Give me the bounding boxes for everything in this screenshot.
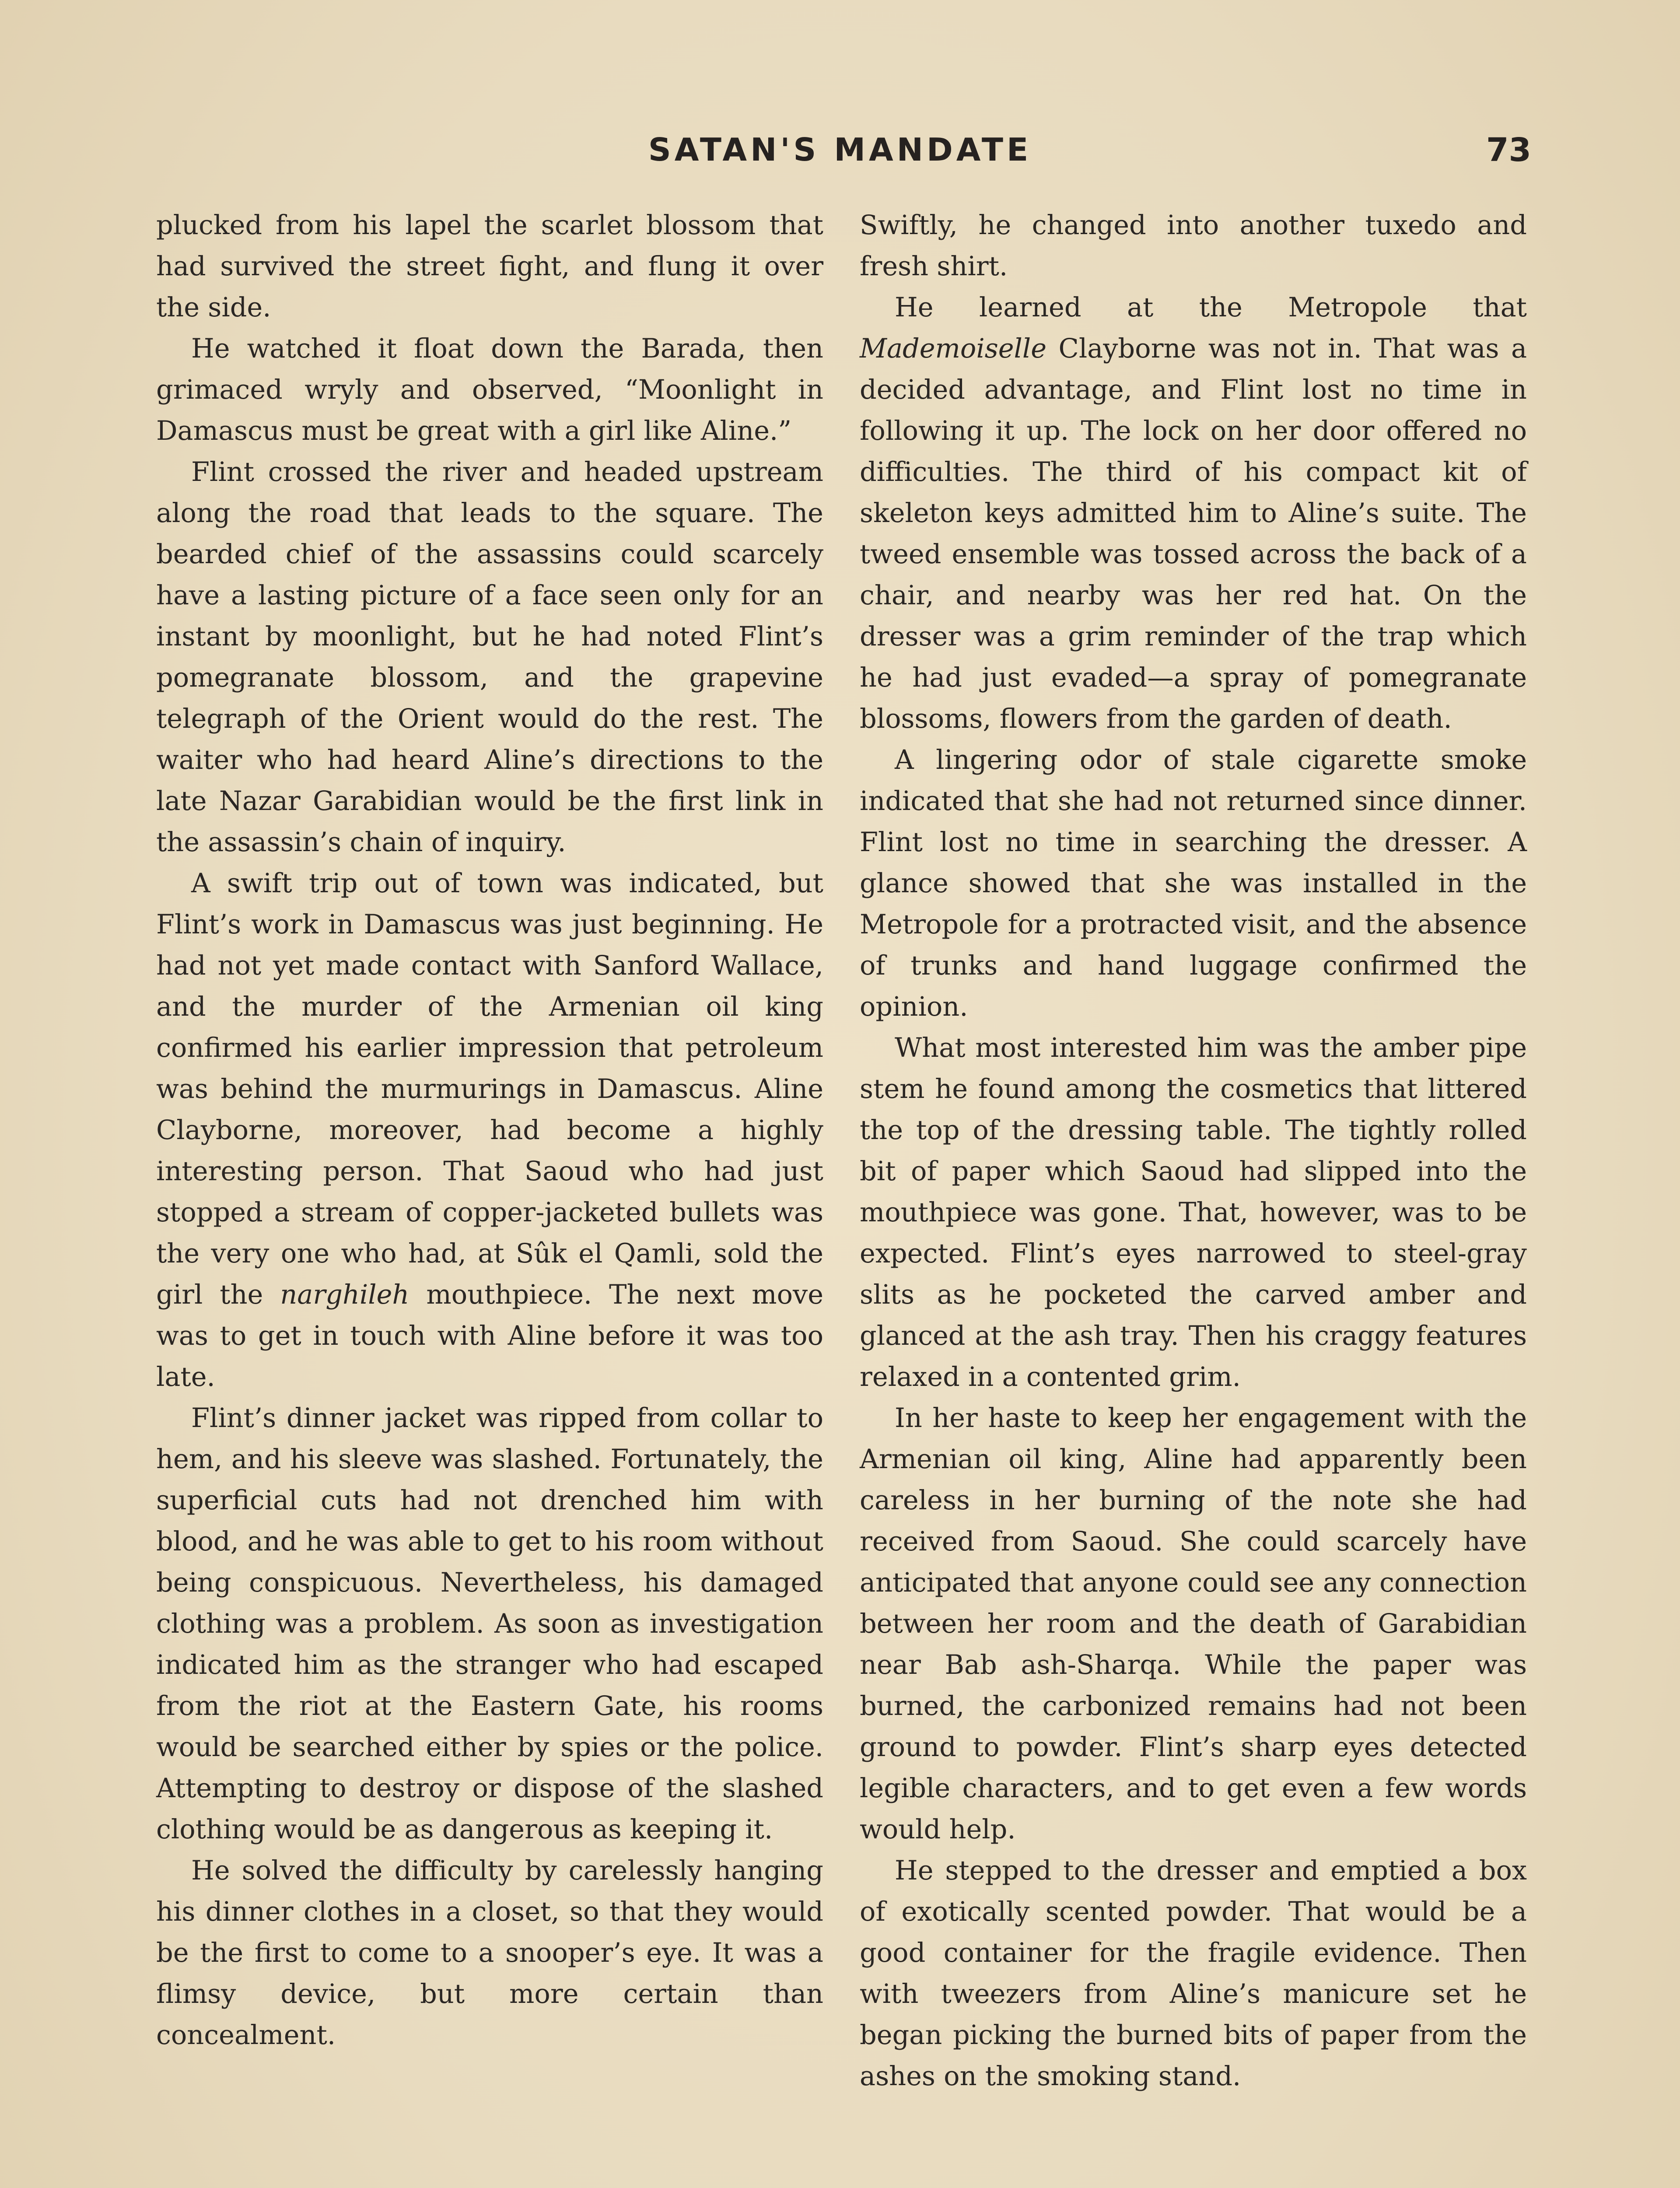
paragraph: He watched it float down the Barada, then grimaced wryly and observed, “Moonlight in Damascus must be great with a girl like Aline.” bbox=[156, 333, 823, 446]
paragraph: A swift trip out of town was indicated, but Flint’s work in Damascus was just beginning. He had not yet made contact with Sanford Wallace, and the murder of the Armenian oil king confirmed his earlier impression that petroleum was behind the murmurings in Damascus. Aline Clayborne, moreover, had become a highly interesting person. That Saoud who had just stopped a stream of copper-jacketed bullets was the very one who had, at Sûk el Qamli, sold the girl the narghileh mouthpiece. The next move was to get in touch with Aline before it was too late. bbox=[156, 868, 824, 1392]
italic-word: Mademoiselle bbox=[860, 333, 1047, 364]
page-number: 73 bbox=[1486, 131, 1531, 169]
running-head bbox=[0, 131, 1680, 175]
paragraph: In her haste to keep her engagement with the Armenian oil king, Aline had apparently been careless in her burning of the note she had received from Saoud. She could scarcely have anticipated that anyone could see any connection between her room and the death of Garabidian near Bab ash-Sharqa. While the paper was burned, the carbonized remains had not been ground to powder. Flint’s sharp eyes detected legible characters, and to get even a few words would help. bbox=[860, 1403, 1527, 1845]
paragraph: He learned at the Metropole that Mademoiselle Clayborne was not in. That was a decided advantage, and Flint lost no time in following it up. The lock on her door offered no difficulties. The third of his compact kit of skeleton keys admitted him to Aline’s suite. The tweed ensemble was tossed across the back of a chair, and nearby was her red hat. On the dresser was a grim reminder of the trap which he had just evaded—a spray of pomegranate blossoms, flowers from the garden of death. bbox=[860, 292, 1527, 734]
paragraph: plucked from his lapel the scarlet blossom that had survived the street fight, and flung it over the side. bbox=[156, 210, 823, 323]
italic-word: narghileh bbox=[280, 1280, 410, 1310]
paragraph: Swiftly, he changed into another tuxedo and fresh shirt. bbox=[860, 210, 1527, 282]
paragraph: What most interested him was the amber pipe stem he found among the cosmetics that littered the top of the dressing table. The tightly rolled bit of paper which Saoud had slipped into the mouthpiece was gone. That, however, was to be expected. Flint’s eyes narrowed to steel-gray slits as he pocketed the carved amber and glanced at the ash tray. Then his craggy features relaxed in a contented grim. bbox=[860, 1033, 1527, 1392]
paragraph: He stepped to the dresser and emptied a box of exotically scented powder. That would be a good container for the fragile evidence. Then with tweezers from Aline’s manicure set he began picking the burned bits of paper from the ashes on the smoking stand. bbox=[860, 1855, 1527, 2092]
paragraph: Flint crossed the river and headed upstream along the road that leads to the square. The bearded chief of the assassins could scarcely have a lasting picture of a face seen only for an instant by moonlight, but he had noted Flint’s pomegranate blossom, and the grapevine telegraph of the Orient would do the rest. The waiter who had heard Aline’s directions to the late Nazar Garabidian would be the first link in the assassin’s chain of inquiry. bbox=[156, 457, 823, 858]
paragraph: Flint’s dinner jacket was ripped from collar to hem, and his sleeve was slashed. Fortunately, the superficial cuts had not drenched him with blood, and he was able to get to his room without being conspicuous. Nevertheless, his damaged clothing was a problem. As soon as investigation indicated him as the stranger who had escaped from the riot at the Eastern Gate, his rooms would be searched either by spies or the police. Attempting to destroy or dispose of the slashed clothing would be as dangerous as keeping it. bbox=[156, 1403, 823, 1845]
left-text-column bbox=[156, 205, 823, 2056]
paragraph: He solved the difficulty by carelessly hanging his dinner clothes in a closet, so that they would be the first to come to a snooper’s eye. It was a flimsy device, but more certain than concealment. bbox=[156, 1855, 823, 2051]
right-text-column bbox=[860, 205, 1527, 2097]
page-title: SATAN'S MANDATE bbox=[648, 131, 1032, 168]
paragraph: A lingering odor of stale cigarette smoke indicated that she had not returned since dinner. Flint lost no time in searching the dresser. A glance showed that she was installed in the Metropole for a protracted visit, and the absence of trunks and hand luggage confirmed the opinion. bbox=[860, 745, 1527, 1022]
